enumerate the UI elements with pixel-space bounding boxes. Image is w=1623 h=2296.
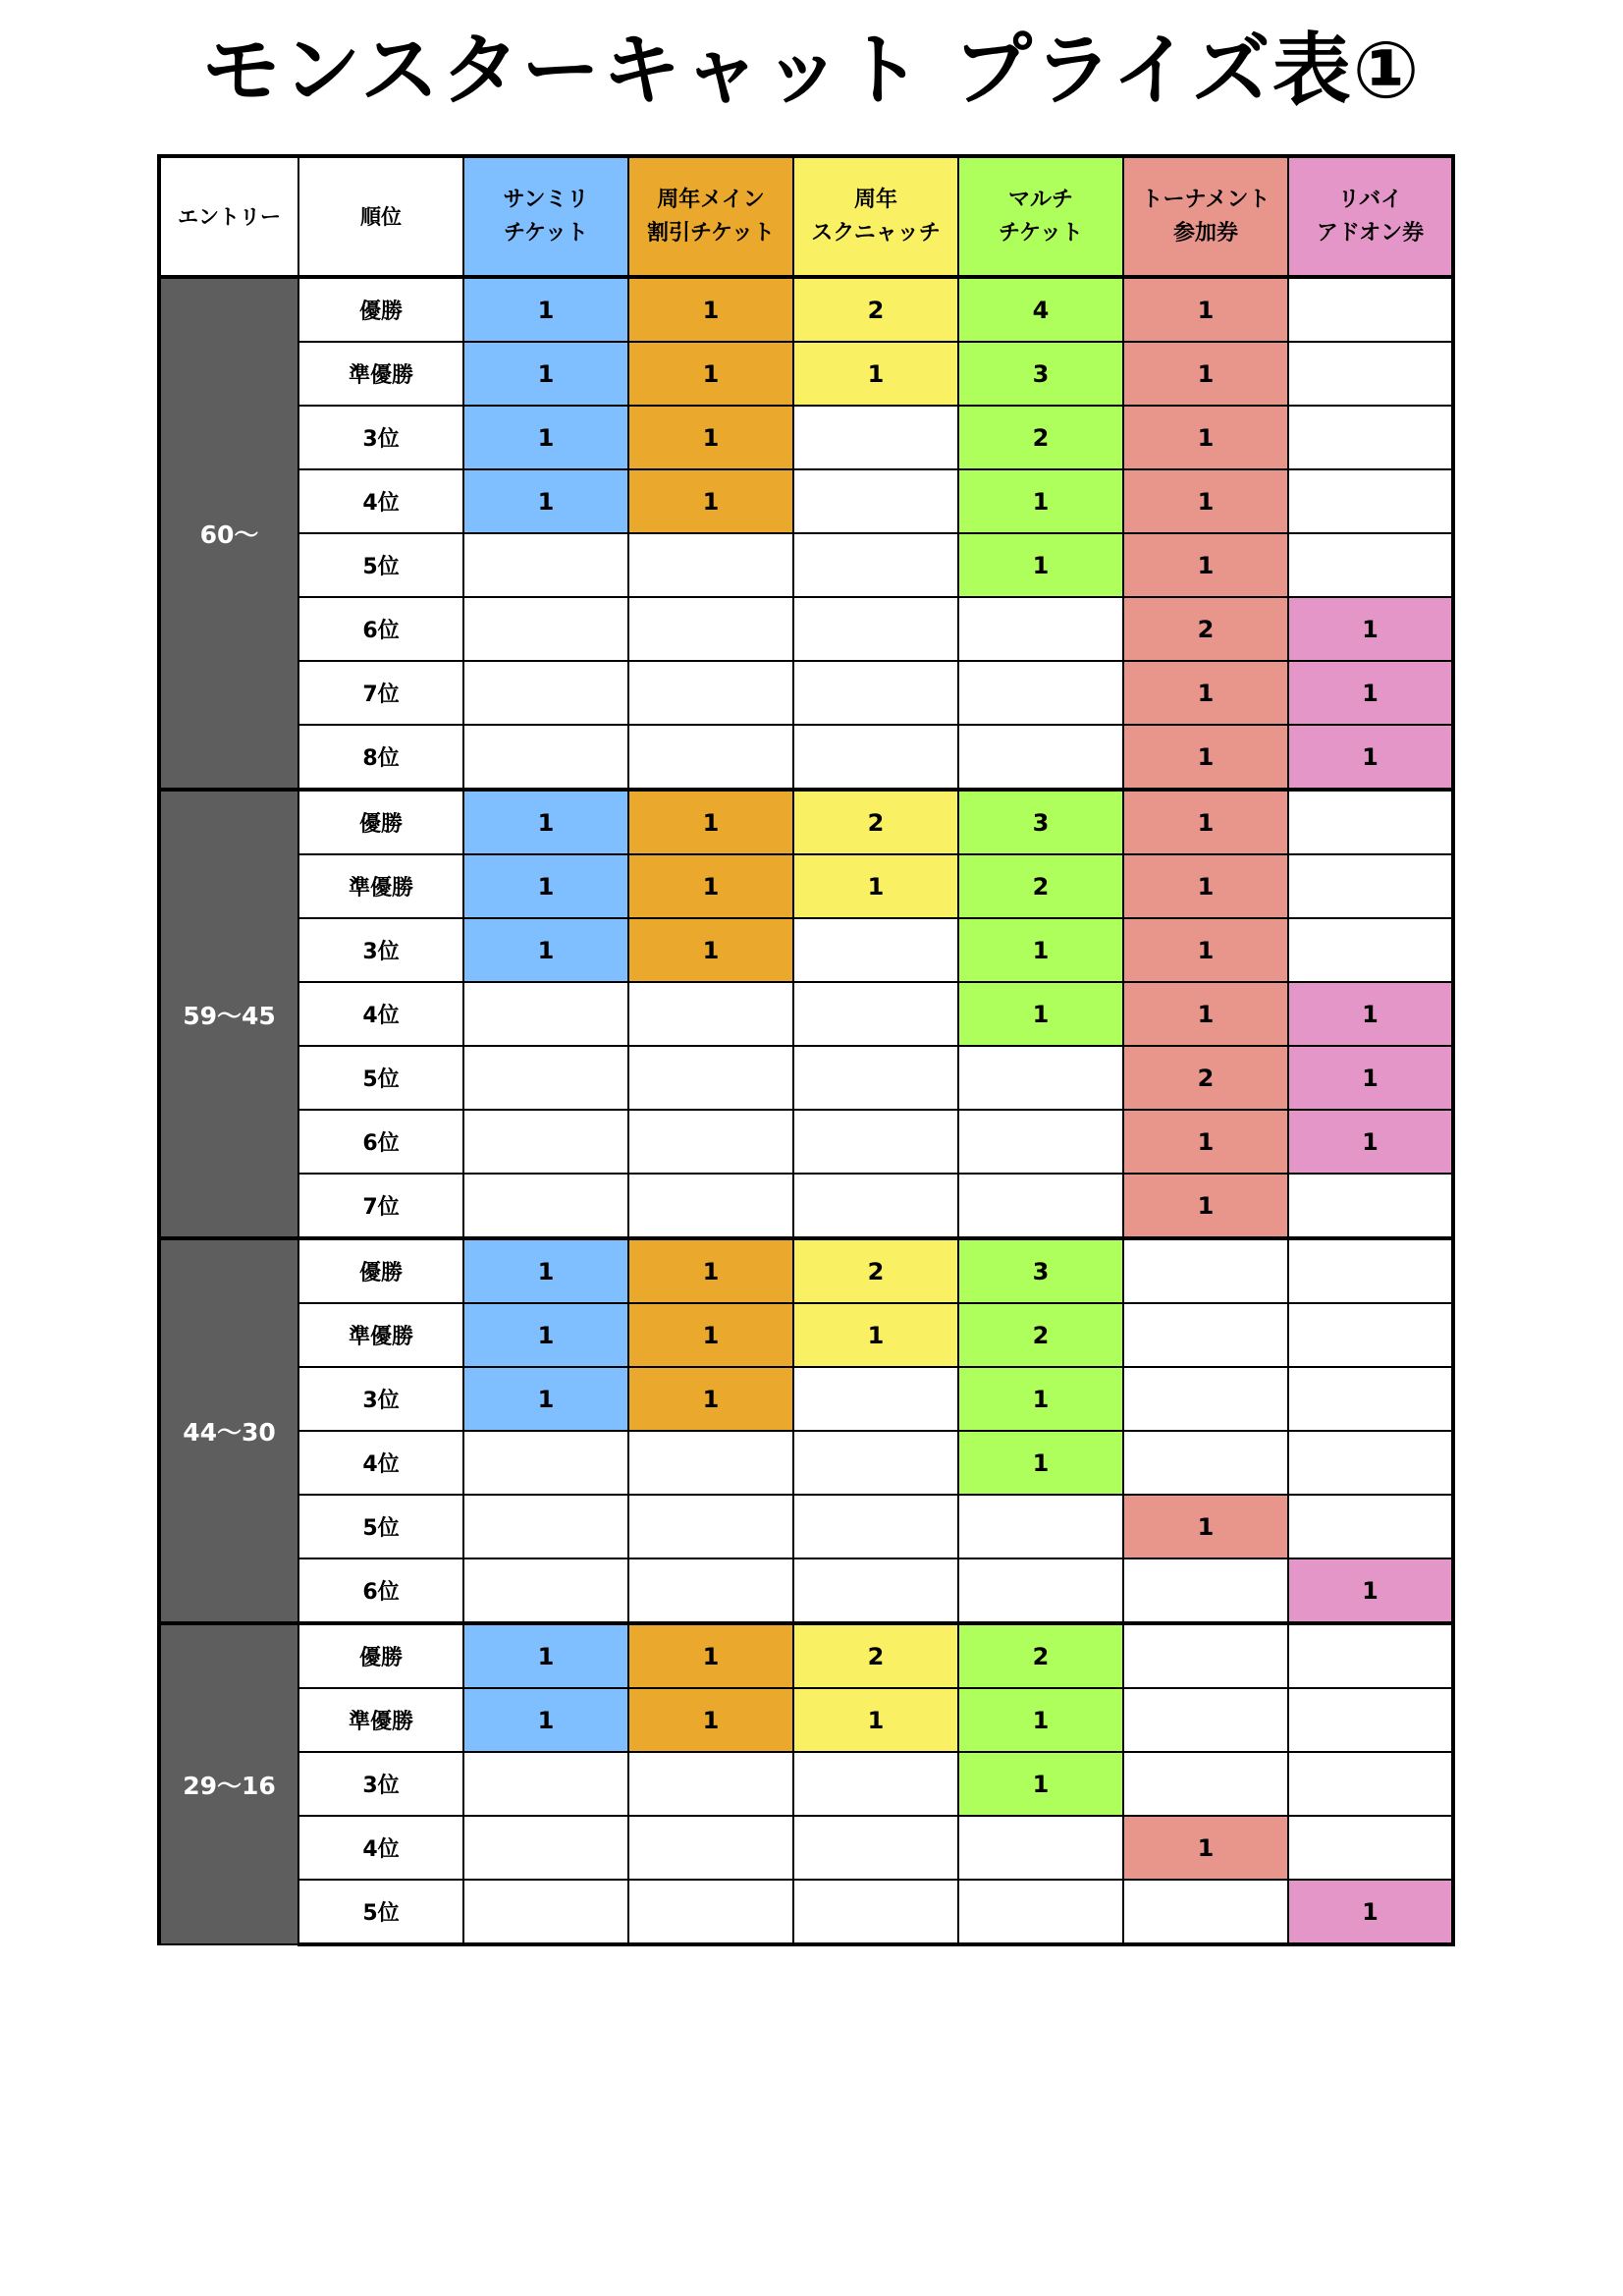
prize-count-cell: [1288, 1623, 1453, 1688]
prize-count-cell: 1: [1288, 1046, 1453, 1110]
prize-count-cell: [1288, 469, 1453, 533]
prize-count-cell: [1288, 1367, 1453, 1431]
prize-count-cell: [1123, 1431, 1288, 1495]
prize-count-cell: [1288, 533, 1453, 597]
prize-count-cell: 2: [793, 1623, 958, 1688]
table-row: [159, 1174, 1453, 1238]
prize-count-cell: [958, 597, 1123, 661]
prize-count-cell: 3: [958, 790, 1123, 854]
prize-count-cell: [793, 661, 958, 725]
prize-count-cell: 1: [463, 406, 628, 469]
table-row: [159, 277, 1453, 342]
prize-count-cell: 2: [1123, 1046, 1288, 1110]
prize-count-cell: 1: [1288, 1558, 1453, 1623]
prize-count-cell: 1: [463, 1688, 628, 1752]
page-title: モンスターキャット プライズ表①: [201, 25, 1422, 116]
prize-count-cell: 1: [1123, 277, 1288, 342]
prize-count-cell: 2: [1123, 597, 1288, 661]
prize-count-cell: 1: [1123, 1495, 1288, 1558]
rank-cell: 優勝: [298, 790, 463, 854]
prize-count-cell: [958, 1558, 1123, 1623]
prize-count-cell: [1288, 406, 1453, 469]
rank-cell: 準優勝: [298, 342, 463, 406]
header-row: [159, 156, 1453, 277]
prize-count-cell: 1: [628, 342, 793, 406]
prize-count-cell: 2: [793, 1238, 958, 1303]
table-row: [159, 790, 1453, 854]
prize-count-cell: [628, 1880, 793, 1944]
table-row: [159, 469, 1453, 533]
header-prize-line: リバイ: [1337, 187, 1403, 212]
rank-cell: 準優勝: [298, 854, 463, 918]
prize-count-cell: [1288, 1816, 1453, 1880]
header-prize-line: 割引チケット: [646, 220, 776, 246]
prize-count-cell: [1123, 1752, 1288, 1816]
table-row: [159, 1495, 1453, 1558]
prize-count-cell: [1288, 918, 1453, 982]
prize-count-cell: [958, 1046, 1123, 1110]
prize-count-cell: 1: [1123, 342, 1288, 406]
rank-cell: 5位: [298, 533, 463, 597]
prize-count-cell: 1: [958, 533, 1123, 597]
header-entry: エントリー: [159, 156, 298, 277]
prize-count-cell: 1: [628, 406, 793, 469]
prize-count-cell: 3: [958, 342, 1123, 406]
header-prize-line: 周年: [853, 187, 897, 212]
prize-count-cell: 1: [463, 1367, 628, 1431]
table-row: [159, 918, 1453, 982]
prize-count-cell: [1288, 277, 1453, 342]
prize-count-cell: [793, 982, 958, 1046]
prize-count-cell: 1: [463, 342, 628, 406]
rank-cell: 優勝: [298, 1238, 463, 1303]
prize-count-cell: [958, 661, 1123, 725]
prize-count-cell: 1: [628, 854, 793, 918]
rank-cell: 5位: [298, 1880, 463, 1944]
prize-count-cell: [628, 1046, 793, 1110]
prize-count-cell: 1: [793, 854, 958, 918]
prize-count-cell: [463, 1558, 628, 1623]
prize-count-cell: 1: [1123, 854, 1288, 918]
prize-count-cell: 1: [1288, 725, 1453, 790]
header-prize-2: [793, 156, 958, 277]
prize-count-cell: [628, 1110, 793, 1174]
prize-count-cell: 1: [958, 1752, 1123, 1816]
prize-count-cell: [958, 725, 1123, 790]
prize-count-cell: [628, 982, 793, 1046]
table-row: [159, 1623, 1453, 1688]
rank-cell: 4位: [298, 982, 463, 1046]
prize-count-cell: 1: [628, 918, 793, 982]
prize-count-cell: [793, 1495, 958, 1558]
prize-count-cell: [1123, 1880, 1288, 1944]
header-prize-line: チケット: [503, 220, 589, 246]
prize-count-cell: 3: [958, 1238, 1123, 1303]
prize-count-cell: 2: [958, 1623, 1123, 1688]
rank-cell: 準優勝: [298, 1303, 463, 1367]
prize-count-cell: 1: [958, 918, 1123, 982]
prize-count-cell: [1288, 854, 1453, 918]
prize-count-cell: [793, 469, 958, 533]
prize-count-cell: 1: [1123, 533, 1288, 597]
prize-count-cell: 1: [628, 277, 793, 342]
prize-count-cell: [1123, 1367, 1288, 1431]
header-prize-1: [628, 156, 793, 277]
table-row: [159, 661, 1453, 725]
table-row: [159, 1367, 1453, 1431]
prize-count-cell: 1: [1123, 725, 1288, 790]
table-row: [159, 342, 1453, 406]
prize-count-cell: [628, 1495, 793, 1558]
rank-cell: 7位: [298, 1174, 463, 1238]
table-row: [159, 1431, 1453, 1495]
prize-count-cell: [628, 1558, 793, 1623]
prize-count-cell: [463, 725, 628, 790]
prize-count-cell: [463, 1495, 628, 1558]
rank-cell: 6位: [298, 1110, 463, 1174]
header-rank: 順位: [298, 156, 463, 277]
prize-count-cell: 1: [958, 469, 1123, 533]
entry-range-cell: 44〜30: [159, 1238, 298, 1623]
prize-count-cell: 4: [958, 277, 1123, 342]
table-row: [159, 597, 1453, 661]
prize-count-cell: [628, 1174, 793, 1238]
prize-count-cell: [1288, 1688, 1453, 1752]
prize-count-cell: 1: [628, 469, 793, 533]
prize-count-cell: [628, 597, 793, 661]
prize-count-cell: [1123, 1238, 1288, 1303]
header-prize-line: 参加券: [1172, 220, 1238, 246]
table-row: [159, 1880, 1453, 1944]
prize-count-cell: [958, 1880, 1123, 1944]
prize-count-cell: [463, 533, 628, 597]
header-prize-line: チケット: [998, 220, 1084, 246]
rank-cell: 3位: [298, 918, 463, 982]
prize-count-cell: 1: [628, 790, 793, 854]
prize-count-cell: [1123, 1558, 1288, 1623]
header-prize-5: [1288, 156, 1453, 277]
prize-count-cell: 1: [463, 1238, 628, 1303]
header-prize-line: サンミリ: [503, 187, 589, 212]
table-row: [159, 406, 1453, 469]
prize-count-cell: [793, 725, 958, 790]
prize-count-cell: [793, 1880, 958, 1944]
prize-count-cell: [628, 725, 793, 790]
prize-count-cell: [463, 597, 628, 661]
prize-count-cell: [463, 1816, 628, 1880]
rank-cell: 6位: [298, 597, 463, 661]
header-prize-line: アドオン券: [1316, 220, 1425, 246]
rank-cell: 3位: [298, 406, 463, 469]
prize-count-cell: [1123, 1303, 1288, 1367]
prize-count-cell: [1288, 342, 1453, 406]
table-row: [159, 1816, 1453, 1880]
prize-count-cell: [1288, 1303, 1453, 1367]
prize-count-cell: 1: [1288, 1110, 1453, 1174]
prize-count-cell: 1: [1123, 790, 1288, 854]
prize-count-cell: [793, 597, 958, 661]
prize-count-cell: 1: [1123, 1174, 1288, 1238]
prize-count-cell: 1: [628, 1623, 793, 1688]
prize-count-cell: [463, 1431, 628, 1495]
prize-count-cell: [463, 661, 628, 725]
header-prize-line: トーナメント: [1141, 187, 1271, 212]
prize-count-cell: 1: [1288, 1880, 1453, 1944]
prize-count-cell: [1288, 1495, 1453, 1558]
prize-count-cell: [1288, 790, 1453, 854]
table-row: [159, 1558, 1453, 1623]
prize-count-cell: 2: [793, 277, 958, 342]
prize-count-cell: 1: [1123, 1816, 1288, 1880]
header-prize-line: 周年メイン: [657, 187, 765, 212]
prize-count-cell: [793, 1174, 958, 1238]
prize-count-cell: 1: [1123, 918, 1288, 982]
prize-count-cell: [1288, 1752, 1453, 1816]
prize-count-cell: [793, 1367, 958, 1431]
prize-count-cell: [1123, 1623, 1288, 1688]
header-prize-4: [1123, 156, 1288, 277]
prize-count-cell: 1: [1123, 469, 1288, 533]
prize-count-cell: 1: [628, 1688, 793, 1752]
table-row: [159, 1046, 1453, 1110]
prize-count-cell: 1: [463, 1623, 628, 1688]
rank-cell: 4位: [298, 1816, 463, 1880]
entry-range-cell: 29〜16: [159, 1623, 298, 1944]
rank-cell: 4位: [298, 469, 463, 533]
prize-count-cell: [1123, 1688, 1288, 1752]
prize-count-cell: [1288, 1431, 1453, 1495]
prize-count-cell: 1: [958, 1688, 1123, 1752]
prize-count-cell: [958, 1110, 1123, 1174]
prize-count-cell: [793, 1046, 958, 1110]
prize-count-cell: [1288, 1238, 1453, 1303]
prize-count-cell: 1: [1123, 406, 1288, 469]
prize-count-cell: [793, 1816, 958, 1880]
entry-range-cell: 59〜45: [159, 790, 298, 1238]
prize-count-cell: [463, 1174, 628, 1238]
prize-count-cell: 1: [958, 982, 1123, 1046]
rank-cell: 6位: [298, 1558, 463, 1623]
rank-cell: 3位: [298, 1367, 463, 1431]
prize-count-cell: 1: [1123, 661, 1288, 725]
rank-cell: 3位: [298, 1752, 463, 1816]
table-row: [159, 533, 1453, 597]
table-row: [159, 1238, 1453, 1303]
prize-count-cell: [463, 1046, 628, 1110]
rank-cell: 優勝: [298, 1623, 463, 1688]
prize-count-cell: 1: [628, 1367, 793, 1431]
prize-count-cell: 1: [463, 854, 628, 918]
prize-count-cell: 1: [463, 790, 628, 854]
table-row: [159, 982, 1453, 1046]
entry-range-cell: 60〜: [159, 277, 298, 790]
table-row: [159, 1752, 1453, 1816]
prize-count-cell: 2: [793, 790, 958, 854]
prize-count-cell: [463, 1752, 628, 1816]
prize-count-cell: [463, 1110, 628, 1174]
prize-count-cell: [958, 1495, 1123, 1558]
table-row: [159, 854, 1453, 918]
prize-count-cell: 1: [1123, 1110, 1288, 1174]
prize-count-cell: 2: [958, 406, 1123, 469]
table-row: [159, 1688, 1453, 1752]
prize-count-cell: [958, 1174, 1123, 1238]
prize-count-cell: 1: [463, 1303, 628, 1367]
prize-count-cell: [793, 406, 958, 469]
rank-cell: 7位: [298, 661, 463, 725]
table-row: [159, 1110, 1453, 1174]
prize-count-cell: [628, 1431, 793, 1495]
rank-cell: 8位: [298, 725, 463, 790]
prize-count-cell: [793, 533, 958, 597]
prize-count-cell: [628, 1752, 793, 1816]
prize-count-cell: [793, 1558, 958, 1623]
prize-count-cell: 1: [463, 918, 628, 982]
prize-count-cell: 1: [793, 1303, 958, 1367]
prize-count-cell: 1: [1288, 661, 1453, 725]
prize-count-cell: 1: [1288, 597, 1453, 661]
prize-count-cell: [628, 1816, 793, 1880]
prize-count-cell: 1: [793, 1688, 958, 1752]
table-row: [159, 725, 1453, 790]
prize-table: [157, 154, 1455, 1946]
prize-count-cell: [1288, 1174, 1453, 1238]
header-prize-line: スクニャッチ: [811, 220, 941, 246]
header-prize-0: [463, 156, 628, 277]
prize-count-cell: [628, 533, 793, 597]
prize-count-cell: [793, 1110, 958, 1174]
rank-cell: 4位: [298, 1431, 463, 1495]
prize-count-cell: 1: [463, 469, 628, 533]
prize-count-cell: [628, 661, 793, 725]
prize-count-cell: 1: [1288, 982, 1453, 1046]
prize-count-cell: [958, 1816, 1123, 1880]
prize-count-cell: [793, 918, 958, 982]
prize-count-cell: 1: [958, 1431, 1123, 1495]
prize-count-cell: 1: [628, 1303, 793, 1367]
header-prize-3: [958, 156, 1123, 277]
prize-count-cell: 2: [958, 854, 1123, 918]
prize-count-cell: [463, 982, 628, 1046]
table-row: [159, 1303, 1453, 1367]
rank-cell: 優勝: [298, 277, 463, 342]
prize-count-cell: [793, 1431, 958, 1495]
rank-cell: 5位: [298, 1046, 463, 1110]
rank-cell: 5位: [298, 1495, 463, 1558]
prize-count-cell: 1: [628, 1238, 793, 1303]
prize-count-cell: 1: [793, 342, 958, 406]
prize-count-cell: 1: [463, 277, 628, 342]
prize-count-cell: [793, 1752, 958, 1816]
prize-count-cell: [463, 1880, 628, 1944]
header-prize-line: マルチ: [1007, 187, 1073, 212]
prize-count-cell: 1: [958, 1367, 1123, 1431]
rank-cell: 準優勝: [298, 1688, 463, 1752]
prize-count-cell: 1: [1123, 982, 1288, 1046]
prize-count-cell: 2: [958, 1303, 1123, 1367]
